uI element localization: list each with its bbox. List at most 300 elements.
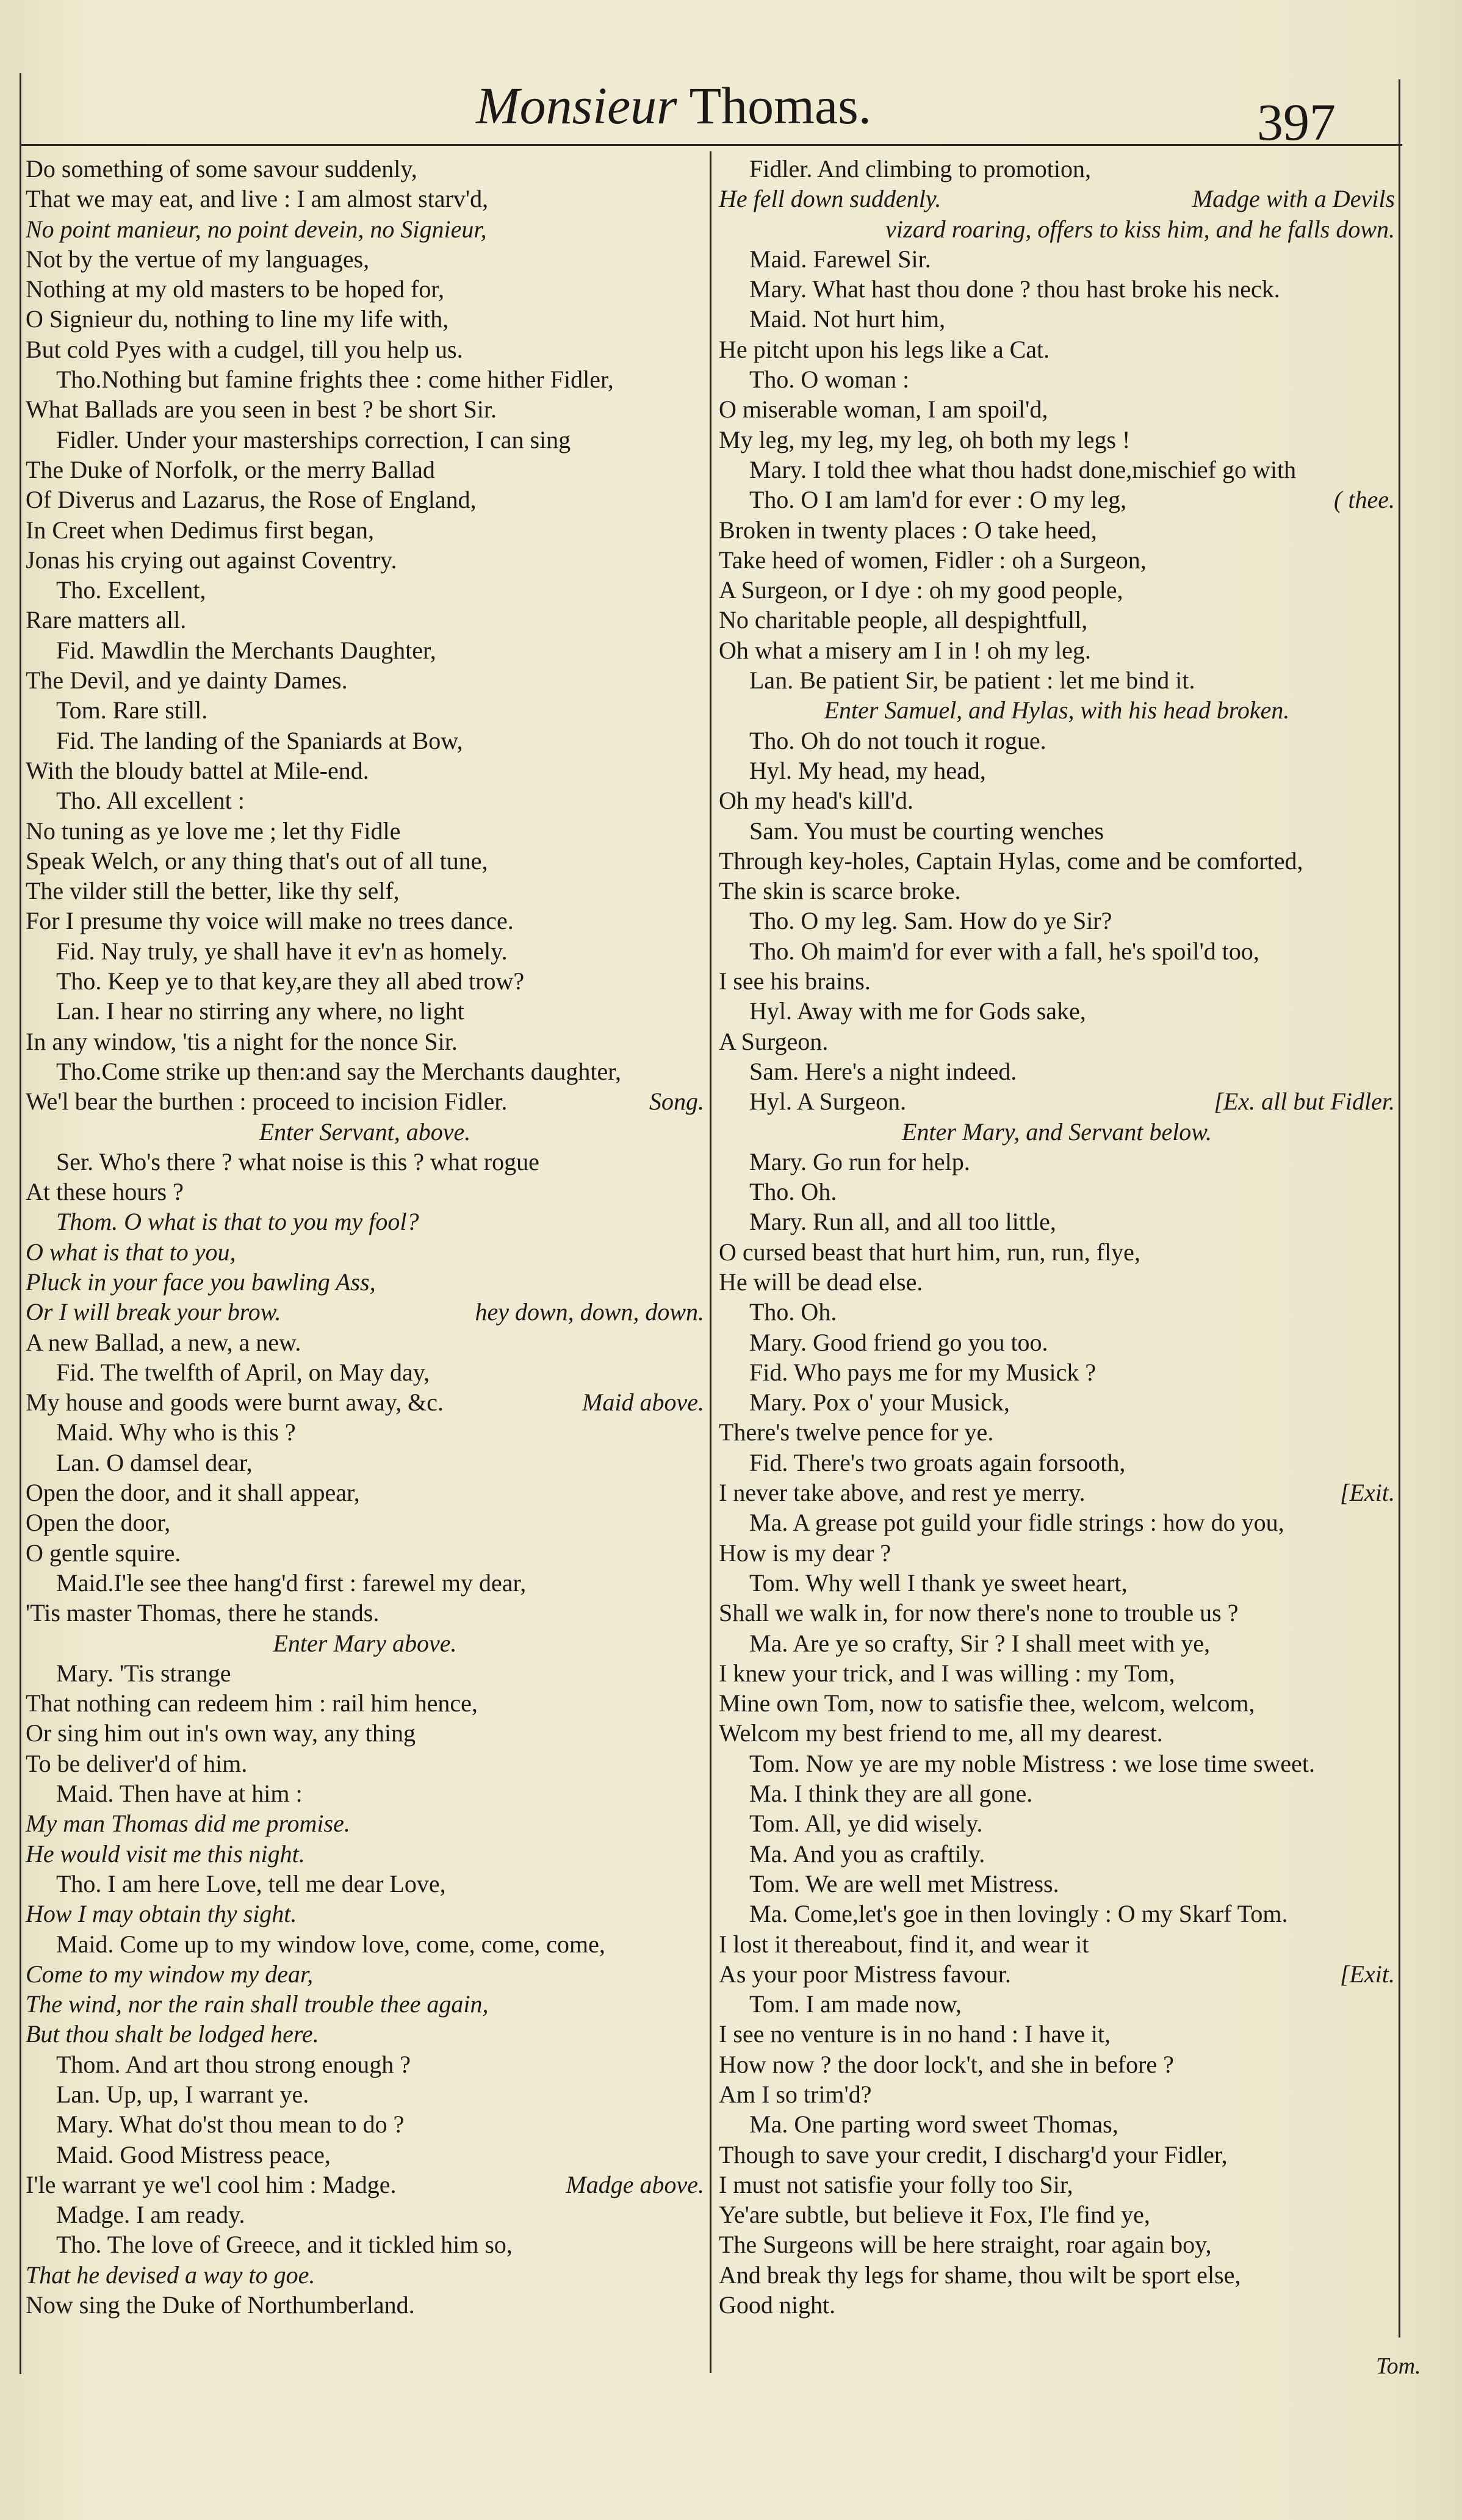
line-text: No tuning as ye love me ; let thy Fidle: [26, 817, 401, 845]
text-line: [26, 785, 704, 815]
text-line: [26, 1929, 704, 1959]
line-text: Tho. Excellent,: [56, 576, 206, 604]
right-column: [719, 154, 1395, 2320]
text-line: [26, 485, 704, 514]
line-text: Tho.Nothing but famine frights thee : come hither Fidler,: [56, 366, 614, 394]
line-text: Ma. One parting word sweet Thomas,: [749, 2110, 1118, 2139]
stage-direction: [26, 1117, 704, 1147]
text-line: [719, 635, 1395, 665]
line-text: No point manieur, no point devein, no Signieur,: [26, 215, 487, 243]
text-line: [719, 304, 1395, 334]
line-text: O what is that to you,: [26, 1238, 236, 1266]
line-text: Fid. The twelfth of April, on May day,: [56, 1358, 430, 1386]
text-line: [26, 756, 704, 785]
line-text: Maid. Come up to my window love, come, come, come,: [56, 1930, 605, 1958]
line-text: He would visit me this night.: [26, 1839, 305, 1868]
line-text: Oh what a misery am I in ! oh my leg.: [719, 636, 1091, 664]
line-text: Enter Samuel, and Hylas, with his head broken.: [824, 696, 1290, 724]
line-text: Tho. Keep ye to that key,are they all abed trow?: [56, 967, 525, 995]
line-text: Fid. Nay truly, ye shall have it ev'n as homely.: [56, 937, 508, 965]
text-line: [719, 485, 1395, 514]
line-text: That he devised a way to goe.: [26, 2261, 315, 2289]
line-text: Ma. I think they are all gone.: [749, 1780, 1033, 1808]
line-text: Fid. The landing of the Spaniards at Bow,: [56, 726, 463, 754]
text-line: [719, 1478, 1395, 1507]
text-line: [26, 1808, 704, 1838]
text-line: [26, 996, 704, 1026]
line-text: My leg, my leg, my leg, oh both my legs !: [719, 425, 1131, 453]
text-line: [26, 1387, 704, 1417]
marginal-stage-direction: [Exit.: [1340, 1960, 1395, 1988]
line-text: Do something of some savour suddenly,: [26, 155, 417, 182]
text-line: [26, 1989, 704, 2019]
text-line: [26, 2109, 704, 2139]
text-line: [719, 214, 1395, 244]
text-line: [719, 394, 1395, 424]
text-line: [719, 1507, 1395, 1537]
line-text: And break thy legs for shame, thou wilt be sport else,: [719, 2261, 1241, 2289]
text-line: [26, 2019, 704, 2049]
line-text: A new Ballad, a new, a new.: [26, 1328, 301, 1356]
text-line: [26, 1357, 704, 1387]
line-text: Maid. Good Mistress peace,: [56, 2140, 331, 2168]
text-line: [26, 2079, 704, 2109]
text-line: [26, 605, 704, 635]
line-text: The skin is scarce broke.: [719, 877, 961, 905]
text-line: [719, 1718, 1395, 1748]
text-line: [719, 1387, 1395, 1417]
line-text: Tho. O woman :: [749, 366, 910, 394]
line-text: Tho. Oh do not touch it rogue.: [749, 726, 1046, 754]
text-line: [26, 2290, 704, 2320]
text-line: [719, 274, 1395, 304]
line-text: Now sing the Duke of Northumberland.: [26, 2291, 415, 2319]
text-line: [719, 1207, 1395, 1237]
line-text: Ma. And you as craftily.: [749, 1839, 985, 1868]
text-line: [719, 1327, 1395, 1357]
stage-direction: [26, 1628, 704, 1658]
line-text: Maid. Not hurt him,: [749, 305, 946, 333]
line-text: That we may eat, and live : I am almost starv'd,: [26, 185, 489, 213]
line-text: Madge. I am ready.: [56, 2201, 245, 2229]
line-text: Enter Mary above.: [273, 1629, 457, 1657]
line-text: Mary. Pox o' your Musick,: [749, 1388, 1010, 1417]
text-line: [26, 906, 704, 936]
line-text: I never take above, and rest ye merry.: [719, 1479, 1086, 1507]
text-line: [719, 2260, 1395, 2290]
text-line: [719, 1749, 1395, 1778]
text-line: [719, 966, 1395, 996]
line-text: Hyl. Away with me for Gods sake,: [749, 997, 1086, 1025]
line-text: Tho.Come strike up then:and say the Merchants daughter,: [56, 1057, 621, 1085]
line-text: Tom. All, ye did wisely.: [749, 1810, 983, 1838]
line-text: vizard roaring, offers to kiss him, and he falls down.: [885, 215, 1395, 243]
line-text: Tom. Why well I thank ye sweet heart,: [749, 1569, 1128, 1597]
line-text: Maid.I'le see thee hang'd first : farewel my dear,: [56, 1569, 527, 1597]
text-line: [26, 1267, 704, 1297]
line-text: Tom. Now ye are my noble Mistress : we lose time sweet.: [749, 1749, 1316, 1777]
text-line: [719, 2079, 1395, 2109]
line-text: Ma. Come,let's goe in then lovingly : O my Skarf Tom.: [749, 1900, 1288, 1928]
text-line: [26, 515, 704, 545]
line-text: With the bloudy battel at Mile-end.: [26, 756, 369, 784]
text-line: [26, 184, 704, 214]
line-text: Mary. Run all, and all too little,: [749, 1208, 1056, 1236]
line-text: In any window, 'tis a night for the nonce Sir.: [26, 1027, 458, 1055]
right-border-rule: [1399, 79, 1400, 2338]
line-text: To be deliver'd of him.: [26, 1749, 248, 1777]
line-text: Or I will break your brow.: [26, 1298, 281, 1326]
line-text: Jonas his crying out against Coventry.: [26, 546, 397, 574]
text-line: [26, 695, 704, 725]
left-column: [26, 154, 704, 2320]
line-text: The Surgeons will be here straight, roar again boy,: [719, 2231, 1212, 2259]
text-line: [719, 665, 1395, 695]
line-text: Thom. And art thou strong enough ?: [56, 2050, 411, 2078]
line-text: Welcom my best friend to me, all my dearest.: [719, 1719, 1163, 1747]
text-line: [26, 274, 704, 304]
line-text: My man Thomas did me promise.: [26, 1810, 350, 1838]
line-text: Sam. You must be courting wenches: [749, 817, 1104, 845]
text-line: [26, 425, 704, 455]
line-text: He fell down suddenly.: [719, 185, 942, 213]
line-text: Nothing at my old masters to be hoped for,: [26, 275, 445, 303]
text-line: [719, 2170, 1395, 2200]
text-line: [719, 2290, 1395, 2320]
line-text: At these hours ?: [26, 1178, 184, 1206]
line-text: Mine own Tom, now to satisfie thee, welcom, welcom,: [719, 1689, 1255, 1717]
line-text: The wind, nor the rain shall trouble thee again,: [26, 1990, 489, 2018]
text-line: [26, 936, 704, 966]
text-line: [26, 1718, 704, 1748]
text-line: [719, 455, 1395, 485]
line-text: Tho. O my leg. Sam. How do ye Sir?: [749, 907, 1112, 935]
line-text: Fidler. And climbing to promotion,: [749, 155, 1091, 182]
text-line: [26, 846, 704, 876]
column-divider-rule: [710, 151, 711, 2373]
line-text: Or sing him out in's own way, any thing: [26, 1719, 416, 1747]
line-text: Not by the vertue of my languages,: [26, 245, 370, 273]
text-line: [719, 1989, 1395, 2019]
line-text: Broken in twenty places : O take heed,: [719, 516, 1097, 544]
line-text: Ser. Who's there ? what noise is this ? what rogue: [56, 1147, 539, 1175]
running-head-italic: Monsieur: [476, 76, 677, 135]
line-text: Ma. Are ye so crafty, Sir ? I shall meet with ye,: [749, 1629, 1210, 1657]
text-line: [26, 545, 704, 575]
text-line: [719, 1027, 1395, 1056]
marginal-stage-direction: ( thee.: [1334, 486, 1395, 514]
text-line: [719, 1357, 1395, 1387]
text-line: [719, 846, 1395, 876]
text-line: [26, 1839, 704, 1869]
text-line: [719, 1778, 1395, 1808]
text-line: [26, 1538, 704, 1568]
text-line: [719, 575, 1395, 605]
text-line: [26, 1177, 704, 1207]
text-line: [719, 545, 1395, 575]
text-line: [719, 1297, 1395, 1327]
line-text: But thou shalt be lodged here.: [26, 2020, 319, 2048]
text-line: [26, 1237, 704, 1267]
text-line: [719, 1086, 1395, 1116]
line-text: Am I so trim'd?: [719, 2081, 872, 2108]
text-line: [26, 214, 704, 244]
catchword: Tom.: [1376, 2353, 1421, 2379]
text-line: [719, 1688, 1395, 1718]
line-text: The Duke of Norfolk, or the merry Ballad: [26, 455, 435, 483]
text-line: [719, 2229, 1395, 2259]
text-line: [26, 575, 704, 605]
text-line: [719, 996, 1395, 1026]
line-text: Hyl. My head, my head,: [749, 756, 986, 784]
marginal-stage-direction: Madge with a Devils: [1192, 185, 1395, 213]
text-line: [719, 1808, 1395, 1838]
text-line: [719, 2049, 1395, 2079]
line-text: O Signieur du, nothing to line my life with,: [26, 305, 449, 333]
line-text: Hyl. A Surgeon.: [749, 1088, 907, 1116]
text-line: [26, 1056, 704, 1086]
line-text: Oh my head's kill'd.: [719, 787, 913, 815]
line-text: Tom. We are well met Mistress.: [749, 1869, 1059, 1897]
line-text: Tho. Oh.: [749, 1298, 837, 1326]
line-text: Through key-holes, Captain Hylas, come and be comforted,: [719, 847, 1303, 875]
text-line: [26, 726, 704, 756]
line-text: Of Diverus and Lazarus, the Rose of England,: [26, 486, 477, 514]
text-line: [26, 1327, 704, 1357]
text-line: [719, 2140, 1395, 2170]
line-text: Lan. Up, up, I warrant ye.: [56, 2081, 309, 2108]
text-line: [719, 184, 1395, 214]
line-text: Tho. All excellent :: [56, 787, 245, 815]
text-line: [26, 2140, 704, 2170]
line-text: Lan. Be patient Sir, be patient : let me bind it.: [749, 666, 1195, 695]
text-line: [26, 1027, 704, 1056]
line-text: Tho. Oh.: [749, 1178, 837, 1206]
text-line: [719, 1147, 1395, 1177]
text-line: [719, 1899, 1395, 1929]
text-line: [719, 605, 1395, 635]
line-text: Shall we walk in, for now there's none to trouble us ?: [719, 1599, 1239, 1627]
text-line: [26, 1417, 704, 1447]
text-line: [719, 1658, 1395, 1688]
line-text: What Ballads are you seen in best ? be short Sir.: [26, 395, 497, 424]
text-line: [719, 1598, 1395, 1628]
text-line: [719, 1568, 1395, 1598]
text-line: [719, 1448, 1395, 1478]
line-text: My house and goods were burnt away, &c.: [26, 1388, 444, 1417]
text-line: [26, 2200, 704, 2229]
text-line: [719, 1628, 1395, 1658]
text-line: [26, 2229, 704, 2259]
line-text: Mary. 'Tis strange: [56, 1659, 231, 1687]
line-text: I knew your trick, and I was willing : my Tom,: [719, 1659, 1175, 1687]
text-line: [719, 1056, 1395, 1086]
marginal-stage-direction: hey down, down, down.: [475, 1298, 704, 1326]
text-line: [719, 785, 1395, 815]
line-text: Ye'are subtle, but believe it Fox, I'le find ye,: [719, 2201, 1150, 2229]
text-line: [26, 244, 704, 274]
marginal-stage-direction: Song.: [649, 1088, 704, 1116]
stage-direction: [719, 695, 1395, 725]
line-text: Pluck in your face you bawling Ass,: [26, 1268, 376, 1296]
line-text: There's twelve pence for ye.: [719, 1418, 994, 1446]
line-text: O cursed beast that hurt him, run, run, flye,: [719, 1238, 1140, 1266]
line-text: Tom. I am made now,: [749, 1990, 962, 2018]
text-line: [26, 816, 704, 846]
line-text: Speak Welch, or any thing that's out of all tune,: [26, 847, 488, 875]
text-line: [26, 455, 704, 485]
line-text: Lan. O damsel dear,: [56, 1448, 253, 1476]
marginal-stage-direction: Maid above.: [582, 1388, 704, 1417]
text-line: [719, 1929, 1395, 1959]
line-text: Ma. A grease pot guild your fidle strings : how do you,: [749, 1509, 1284, 1537]
line-text: As your poor Mistress favour.: [719, 1960, 1011, 1988]
line-text: O miserable woman, I am spoil'd,: [719, 395, 1048, 424]
text-line: [719, 936, 1395, 966]
text-line: [26, 876, 704, 906]
header-rule: [20, 144, 1402, 146]
text-line: [719, 1869, 1395, 1899]
text-line: [719, 2019, 1395, 2049]
line-text: Rare matters all.: [26, 606, 187, 634]
line-text: Open the door, and it shall appear,: [26, 1479, 360, 1507]
line-text: A Surgeon, or I dye : oh my good people,: [719, 576, 1123, 604]
text-line: [26, 304, 704, 334]
text-line: [26, 1598, 704, 1628]
text-line: [26, 1869, 704, 1899]
line-text: Mary. I told thee what thou hadst done,mischief go with: [749, 455, 1297, 483]
line-text: For I presume thy voice will make no trees dance.: [26, 907, 514, 935]
text-line: [26, 2049, 704, 2079]
text-line: [26, 394, 704, 424]
text-line: [719, 515, 1395, 545]
line-text: Fid. Mawdlin the Merchants Daughter,: [56, 636, 436, 664]
text-line: [26, 364, 704, 394]
line-text: I see his brains.: [719, 967, 871, 995]
running-head-roman: Thomas.: [689, 76, 872, 135]
text-line: [719, 244, 1395, 274]
line-text: Fid. There's two groats again forsooth,: [749, 1448, 1126, 1476]
line-text: Tho. I am here Love, tell me dear Love,: [56, 1869, 446, 1897]
line-text: Good night.: [719, 2291, 836, 2319]
line-text: Enter Mary, and Servant below.: [901, 1117, 1212, 1146]
text-line: [26, 1688, 704, 1718]
text-line: [719, 1538, 1395, 1568]
text-line: [26, 966, 704, 996]
line-text: We'l bear the burthen : proceed to incision Fidler.: [26, 1088, 508, 1116]
text-line: [719, 2200, 1395, 2229]
text-line: [719, 726, 1395, 756]
line-text: No charitable people, all despightfull,: [719, 606, 1088, 634]
line-text: Fid. Who pays me for my Musick ?: [749, 1358, 1096, 1386]
marginal-stage-direction: [Exit.: [1340, 1479, 1395, 1507]
text-line: [26, 334, 704, 364]
line-text: I must not satisfie your folly too Sir,: [719, 2170, 1073, 2198]
stage-direction: [719, 1117, 1395, 1147]
line-text: In Creet when Dedimus first began,: [26, 516, 374, 544]
text-line: [26, 154, 704, 184]
text-line: [26, 1507, 704, 1537]
line-text: Come to my window my dear,: [26, 1960, 314, 1988]
line-text: He will be dead else.: [719, 1268, 923, 1296]
text-line: [26, 2260, 704, 2290]
line-text: Fidler. Under your masterships correction, I can sing: [56, 425, 571, 453]
text-line: [719, 364, 1395, 394]
line-text: Take heed of women, Fidler : oh a Surgeon,: [719, 546, 1147, 574]
line-text: Enter Servant, above.: [259, 1117, 471, 1146]
line-text: That nothing can redeem him : rail him hence,: [26, 1689, 478, 1717]
line-text: A Surgeon.: [719, 1027, 829, 1055]
line-text: Mary. What do'st thou mean to do ?: [56, 2110, 405, 2139]
line-text: Maid. Farewel Sir.: [749, 245, 931, 273]
line-text: Maid. Why who is this ?: [56, 1418, 296, 1446]
running-head: [476, 72, 871, 139]
line-text: Mary. What hast thou done ? thou hast broke his neck.: [749, 275, 1280, 303]
text-line: [719, 1237, 1395, 1267]
text-line: [719, 2109, 1395, 2139]
line-text: He pitcht upon his legs like a Cat.: [719, 335, 1050, 363]
text-line: [719, 906, 1395, 936]
line-text: I see no venture is in no hand : I have it,: [719, 2020, 1111, 2048]
line-text: Mary. Good friend go you too.: [749, 1328, 1048, 1356]
line-text: I'le warrant ye we'l cool him : Madge.: [26, 2170, 397, 2198]
text-line: [719, 1417, 1395, 1447]
line-text: 'Tis master Thomas, there he stands.: [26, 1599, 380, 1627]
text-line: [26, 1207, 704, 1237]
text-line: [26, 1899, 704, 1929]
text-line: [26, 635, 704, 665]
line-text: Tho. O I am lam'd for ever : O my leg,: [749, 486, 1127, 514]
marginal-stage-direction: Madge above.: [566, 2170, 704, 2198]
text-line: [26, 665, 704, 695]
text-line: [26, 1959, 704, 1989]
line-text: Thom. O what is that to you my fool?: [56, 1208, 419, 1236]
text-line: [26, 1568, 704, 1598]
page-number: 397: [1257, 93, 1336, 151]
text-line: [26, 1658, 704, 1688]
line-text: The vilder still the better, like thy self,: [26, 877, 400, 905]
line-text: How is my dear ?: [719, 1539, 891, 1567]
line-text: But cold Pyes with a cudgel, till you help us.: [26, 335, 463, 363]
marginal-stage-direction: [Ex. all but Fidler.: [1214, 1088, 1395, 1116]
line-text: I lost it thereabout, find it, and wear it: [719, 1930, 1089, 1958]
text-line: [26, 1147, 704, 1177]
left-border-rule: [20, 73, 21, 2374]
line-text: O gentle squire.: [26, 1539, 181, 1567]
text-line: [719, 876, 1395, 906]
text-line: [719, 425, 1395, 455]
text-line: [26, 1297, 704, 1327]
text-line: [26, 1086, 704, 1116]
line-text: How now ? the door lock't, and she in before ?: [719, 2050, 1174, 2078]
text-line: [26, 2170, 704, 2200]
line-text: Sam. Here's a night indeed.: [749, 1057, 1017, 1085]
text-line: [719, 1839, 1395, 1869]
text-line: [719, 334, 1395, 364]
line-text: Maid. Then have at him :: [56, 1780, 303, 1808]
text-line: [719, 756, 1395, 785]
line-text: Tho. The love of Greece, and it tickled him so,: [56, 2231, 513, 2259]
text-line: [719, 816, 1395, 846]
text-line: [26, 1778, 704, 1808]
line-text: How I may obtain thy sight.: [26, 1900, 297, 1928]
line-text: Tho. Oh maim'd for ever with a fall, he's spoil'd too,: [749, 937, 1259, 965]
text-line: [26, 1749, 704, 1778]
text-line: [719, 154, 1395, 184]
line-text: Lan. I hear no stirring any where, no light: [56, 997, 464, 1025]
line-text: Mary. Go run for help.: [749, 1147, 970, 1175]
text-line: [26, 1478, 704, 1507]
